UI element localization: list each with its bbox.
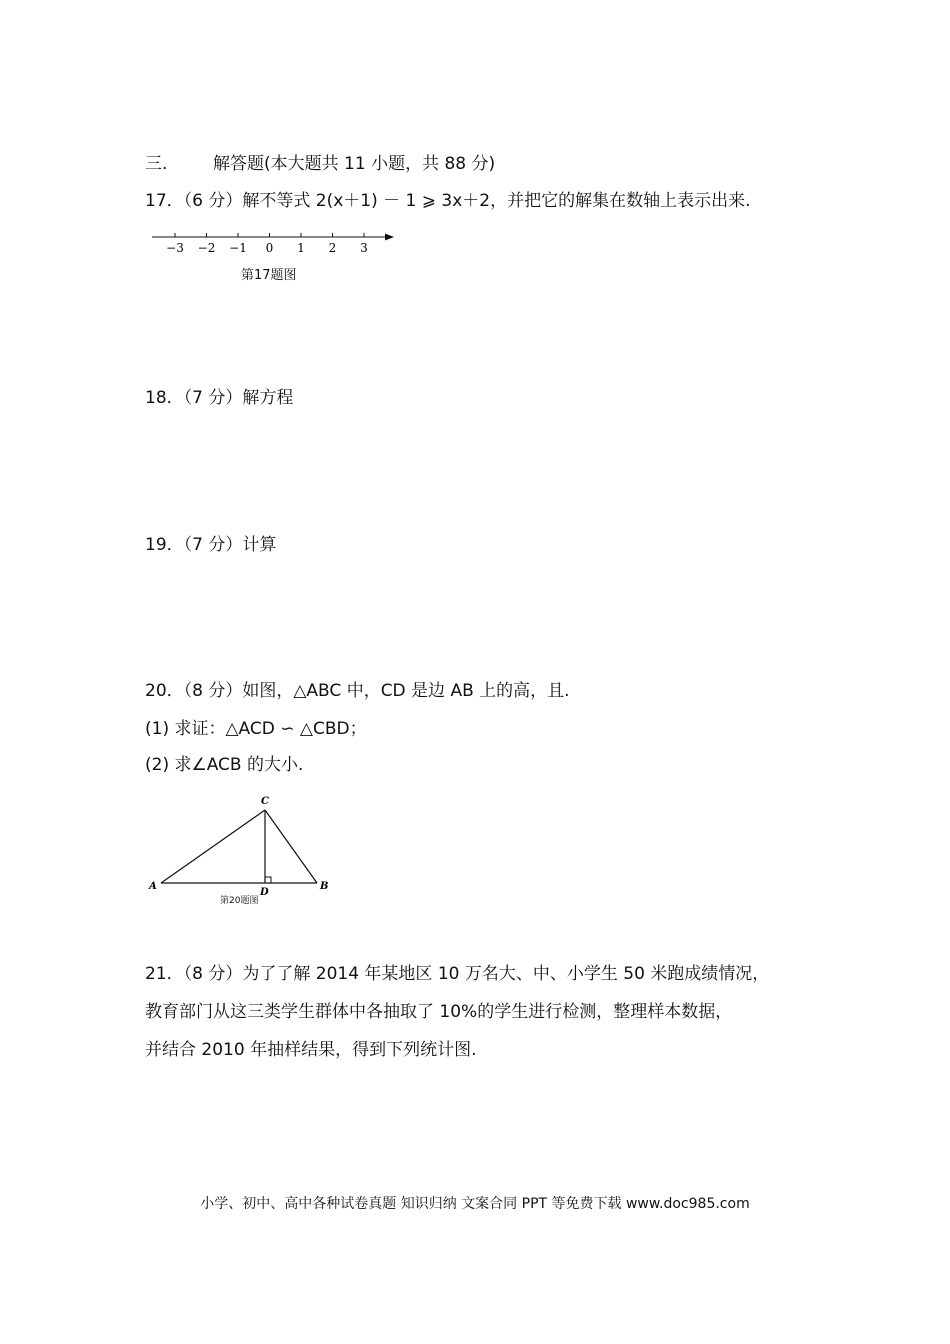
question-21-line-3: 并结合 2010 年抽样结果，得到下列统计图.	[145, 1040, 477, 1060]
number-line-tick-label: 2	[328, 241, 337, 255]
number-line-tick-label: 3	[360, 241, 368, 255]
number-line-tick-label: 0	[265, 241, 274, 255]
question-21-line-1: 21．（8 分）为了了解 2014 年某地区 10 万名大、中、小学生 50 米跑成绩情况，	[145, 964, 770, 984]
section-heading	[145, 153, 495, 175]
triangle-figure	[140, 790, 340, 910]
question-17-text: 17．（6 分）解不等式 2(x＋1) － 1 ⩾ 3x＋2，并把它的解集在数轴上表示出来.	[145, 191, 751, 211]
number-line-tick-label: −2	[197, 241, 216, 255]
question-20-text: 20．（8 分）如图，△ABC 中，CD 是边 AB 上的高，且.	[145, 681, 570, 701]
question-19-text: 19．（7 分）计算	[145, 535, 277, 555]
section-title: 解答题(本大题共 11 小题，共 88 分)	[213, 154, 496, 174]
number-line-tick-label: −1	[229, 241, 247, 255]
question-18-text: 18．（7 分）解方程	[145, 388, 294, 408]
figure-17-caption: 第17题图	[241, 268, 297, 283]
question-20-part-1: (1) 求证：△ACD ∽ △CBD；	[145, 719, 367, 739]
figure-20-caption: 第20题图	[220, 896, 259, 906]
label-d: D	[260, 887, 269, 898]
label-a: A	[149, 881, 157, 892]
page-footer: 小学、初中、高中各种试卷真题 知识归纳 文案合同 PPT 等免费下载 www.doc985.com	[200, 1196, 750, 1212]
label-c: C	[261, 796, 269, 807]
label-b: B	[320, 881, 329, 892]
question-20-part-2: (2) 求∠ACB 的大小.	[145, 755, 304, 775]
number-line-tick-label: −3	[166, 241, 184, 255]
section-number: 三.	[145, 154, 168, 174]
right-angle-mark	[265, 877, 271, 883]
question-21-line-2: 教育部门从这三类学生群体中各抽取了 10%的学生进行检测，整理样本数据，	[145, 1002, 733, 1022]
number-line-figure	[148, 228, 398, 258]
number-line-tick-label: 1	[297, 241, 305, 255]
side-bc	[265, 810, 317, 883]
side-ac	[161, 810, 265, 883]
number-line-arrow	[385, 234, 394, 241]
